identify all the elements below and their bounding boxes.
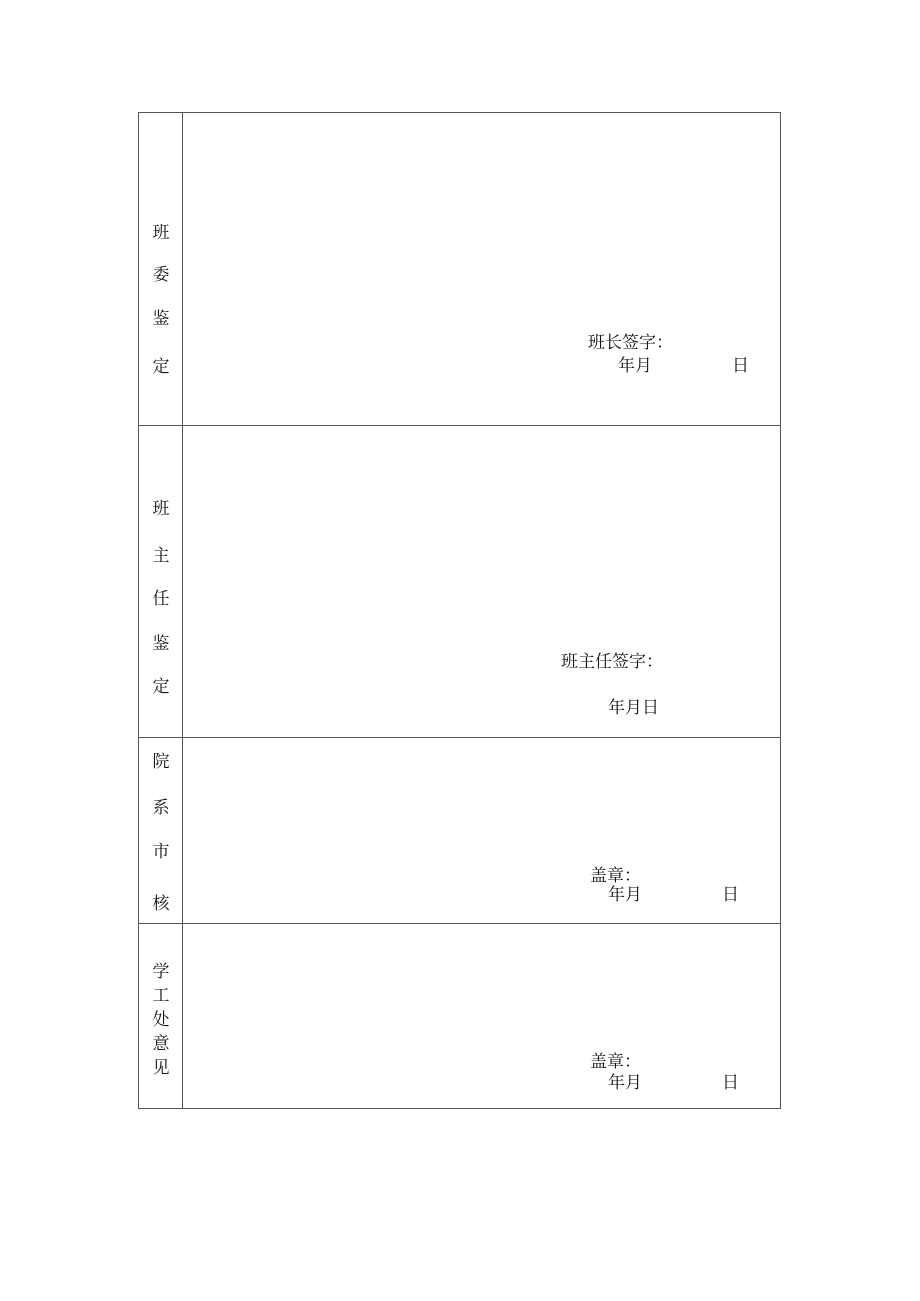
date-full: 年月日 bbox=[608, 698, 659, 718]
label-char: 学 bbox=[152, 962, 170, 982]
label-char: 核 bbox=[152, 894, 170, 914]
date-day: 日 bbox=[722, 1073, 739, 1093]
label-char: 院 bbox=[152, 752, 170, 772]
department-review-comment-area[interactable] bbox=[183, 738, 780, 923]
label-char: 鉴 bbox=[152, 309, 170, 329]
evaluation-form-table bbox=[138, 112, 781, 1109]
head-teacher-comment-area[interactable] bbox=[183, 426, 780, 737]
class-committee-row bbox=[139, 113, 780, 425]
label-char: 主 bbox=[152, 546, 170, 566]
department-review-label-cell bbox=[139, 738, 183, 923]
student-affairs-comment-area[interactable] bbox=[183, 924, 780, 1109]
label-char: 定 bbox=[152, 357, 170, 377]
label-char: 市 bbox=[152, 842, 170, 862]
label-char: 定 bbox=[152, 677, 170, 697]
date-year-month: 年月 bbox=[608, 1073, 642, 1093]
label-char: 班 bbox=[152, 223, 170, 243]
label-char: 班 bbox=[152, 499, 170, 519]
label-char: 工 bbox=[152, 986, 170, 1006]
label-char: 系 bbox=[152, 798, 170, 818]
label-char: 鉴 bbox=[152, 634, 170, 654]
date-day: 日 bbox=[722, 885, 739, 905]
class-committee-comment-area[interactable] bbox=[183, 113, 780, 425]
label-char: 意 bbox=[152, 1034, 170, 1054]
student-affairs-row bbox=[139, 923, 780, 1109]
student-affairs-label-cell bbox=[139, 924, 183, 1109]
department-review-row bbox=[139, 737, 780, 923]
date-day: 日 bbox=[732, 356, 749, 376]
seal-label: 盖章： bbox=[590, 1052, 641, 1072]
label-char: 任 bbox=[152, 589, 170, 609]
label-char: 委 bbox=[152, 265, 170, 285]
head-teacher-label-cell bbox=[139, 426, 183, 737]
date-year-month: 年月 bbox=[608, 885, 642, 905]
label-char: 见 bbox=[152, 1058, 170, 1078]
label-char: 处 bbox=[152, 1010, 170, 1030]
class-committee-label-cell bbox=[139, 113, 183, 425]
monitor-signature-label: 班长签字： bbox=[588, 333, 673, 353]
head-teacher-row bbox=[139, 425, 780, 737]
head-teacher-signature-label: 班主任签字： bbox=[561, 652, 663, 672]
seal-label: 盖章： bbox=[590, 866, 641, 886]
date-year-month: 年月 bbox=[618, 356, 652, 376]
